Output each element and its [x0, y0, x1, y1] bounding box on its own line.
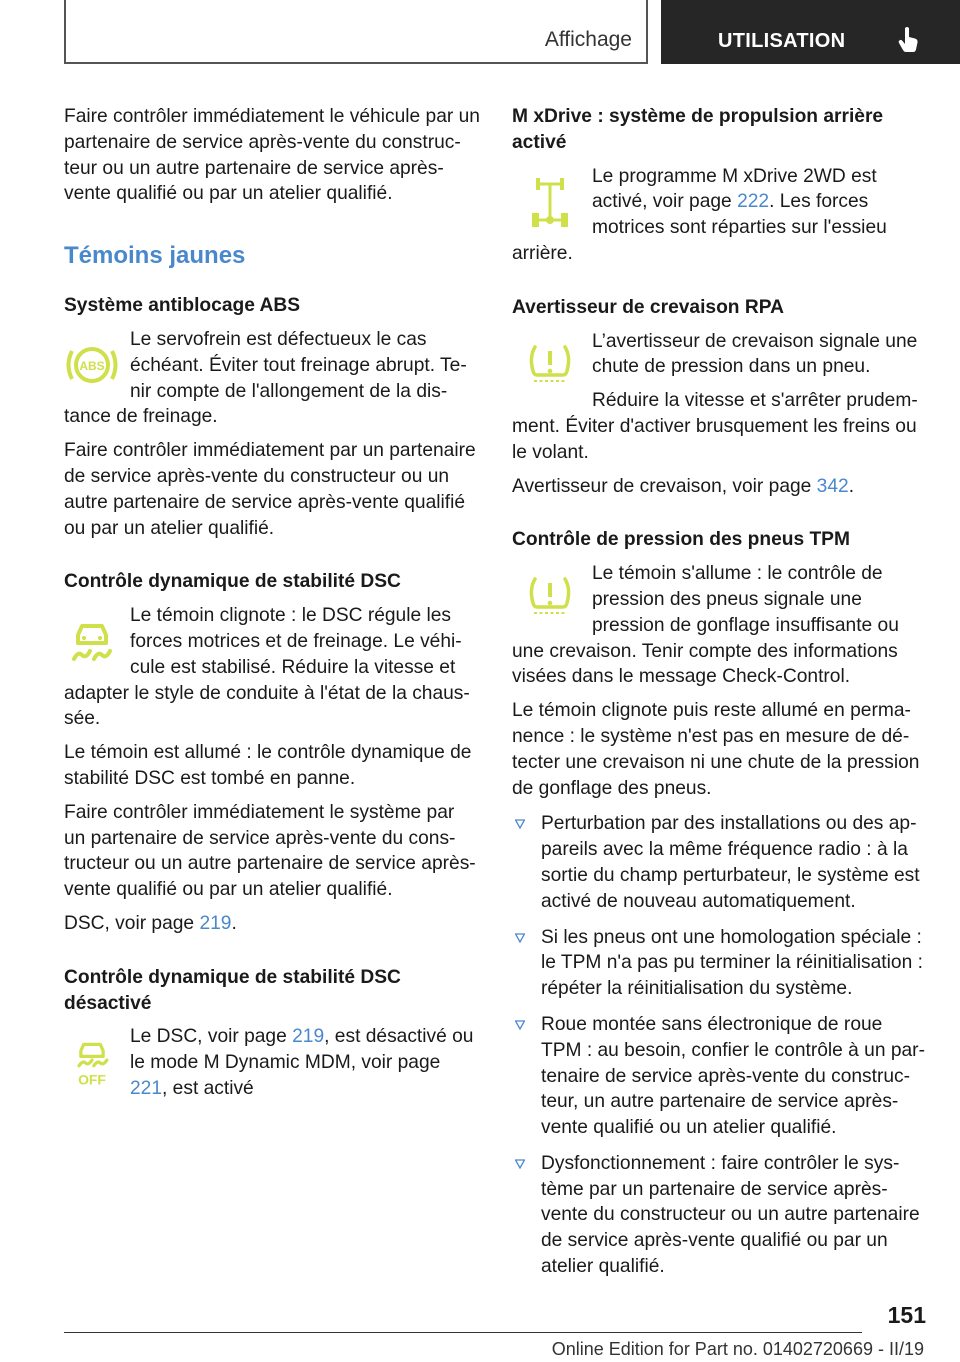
abs-warning-icon	[64, 339, 120, 391]
dsc-text-3: Faire contrôler immédiatement le système par un partenaire de service après-vente du constructeur ou un autre partenaire de service après-vente qualifié ou par un atelier qualifié.	[64, 801, 476, 901]
tpm-text-1: Le témoin s'allume : le contrôle de pression des pneus signale une pression de gonflage insuffisante ou une crevaison. Tenir compte des informations visées dans le message Check-Control.	[512, 563, 899, 688]
footer-edition: Online Edition for Part no. 01402720669 - II/19	[551, 1339, 924, 1359]
xdrive-heading: M xDrive : système de propulsion arrière activé	[512, 106, 884, 153]
dsc-off-icon	[64, 1036, 120, 1088]
page-link-222[interactable]: 222	[737, 191, 770, 213]
rpa-reference: Avertisseur de crevaison, voir page 342.	[512, 475, 855, 497]
section-title-yellow-lights: Témoins jaunes	[64, 242, 246, 270]
dsc-skid-car-icon	[64, 615, 120, 667]
footer-divider	[64, 1332, 862, 1333]
list-item: Dysfonctionnement : faire contrôler le système par un partenaire de service après-vente du constructeur ou un autre partenaire de service après-vente qualifié ou par un atelier qualifié.	[512, 1151, 926, 1280]
triangle-bullet-icon	[515, 1020, 525, 1030]
triangle-bullet-icon	[515, 819, 525, 829]
left-column	[64, 104, 480, 1110]
dsc-off-heading: Contrôle dynamique de stabilité DSC désactivé	[64, 966, 401, 1014]
tire-pressure-warning-icon	[522, 341, 578, 393]
list-item: Roue montée sans électronique de roue TPM : au besoin, confier le contrôle à un partenaire de service après-vente du constructeur, un autre partenaire de service après-vente qualifié ou un atelier qualifié.	[512, 1012, 926, 1141]
header-section-title: Affichage	[544, 28, 632, 51]
page-link-219-b[interactable]: 219	[292, 1026, 325, 1048]
dsc-heading: Contrôle dynamique de stabilité DSC	[64, 571, 401, 593]
tpm-text-2: Le témoin clignote puis reste allumé en permanence : le système n'est pas en mesure de détecter une crevaison ni une chute de la pression de gonflage des pneus.	[512, 700, 920, 799]
header-section-box	[64, 0, 648, 64]
header-chapter-tab[interactable]	[661, 0, 960, 64]
list-item: Si les pneus ont une homologation spéciale : le TPM n'a pas pu terminer la réinitialisation : répéter la réinitialisation du système.	[512, 925, 926, 1002]
dsc-off-text: Le DSC, voir page 219, est désactivé ou le mode M Dynamic MDM, voir page 221, est activé	[130, 1026, 474, 1099]
dsc-reference: DSC, voir page 219.	[64, 912, 237, 934]
rpa-heading: Avertisseur de crevaison RPA	[512, 296, 784, 318]
abs-text-1: Le servofrein est défectueux le cas échéant. Éviter tout freinage abrupt. Tenir compte de l'allongement de la distance de freinage.	[64, 328, 467, 428]
page-link-221[interactable]: 221	[130, 1077, 163, 1099]
page-number: 151	[887, 1302, 926, 1328]
tpm-heading: Contrôle de pression des pneus TPM	[512, 529, 850, 551]
triangle-bullet-icon	[515, 1159, 525, 1169]
right-column	[512, 104, 926, 1290]
dsc-text-1: Le témoin clignote : le DSC régule les forces motrices et de freinage. Le véhicule est stabilisé. Réduire la vitesse et adapter le style de conduite à l'état de la chaussée.	[64, 605, 470, 730]
svg-text:ABS: ABS	[79, 358, 105, 373]
page-link-219[interactable]: 219	[199, 912, 232, 934]
hand-pointer-icon	[897, 26, 921, 54]
xdrive-text: Le programme M xDrive 2WD est activé, voir page 222. Les forces motrices sont réparties sur l'essieu arrière.	[512, 165, 887, 264]
page-link-342[interactable]: 342	[816, 475, 849, 497]
abs-text-2: Faire contrôler immédiatement par un partenaire de service après-vente du constructeur ou un autre partenaire de service après-vente qualifié ou par un atelier qualifié.	[64, 440, 476, 539]
abs-heading: Système antiblocage ABS	[64, 295, 301, 317]
dsc-text-2: Le témoin est allumé : le contrôle dynamique de stabilité DSC est tombé en panne.	[64, 742, 472, 789]
rear-axle-drive-icon	[522, 176, 578, 228]
tpm-bullet-list	[512, 811, 926, 1280]
header-chapter-label: UTILISATION	[718, 30, 846, 52]
rpa-text-1: L’avertisseur de crevaison signale une chute de pression dans un pneu.	[592, 330, 918, 378]
svg-text:OFF: OFF	[78, 1071, 106, 1088]
rpa-text-2: Réduire la vitesse et s'arrêter prudemment. Éviter d'activer brusquement les freins ou le volant.	[512, 390, 918, 463]
tire-pressure-warning-icon	[522, 573, 578, 625]
intro-paragraph: Faire contrôler immédiatement le véhicule par un partenaire de service après-vente du constructeur ou un autre partenaire de service après-vente qualifié ou par un atelier qualifié.	[64, 106, 480, 205]
triangle-bullet-icon	[515, 933, 525, 943]
list-item: Perturbation par des installations ou des appareils avec la même fréquence radio : à la sortie du champ perturbateur, le système est activé de nouveau automatiquement.	[512, 811, 926, 914]
